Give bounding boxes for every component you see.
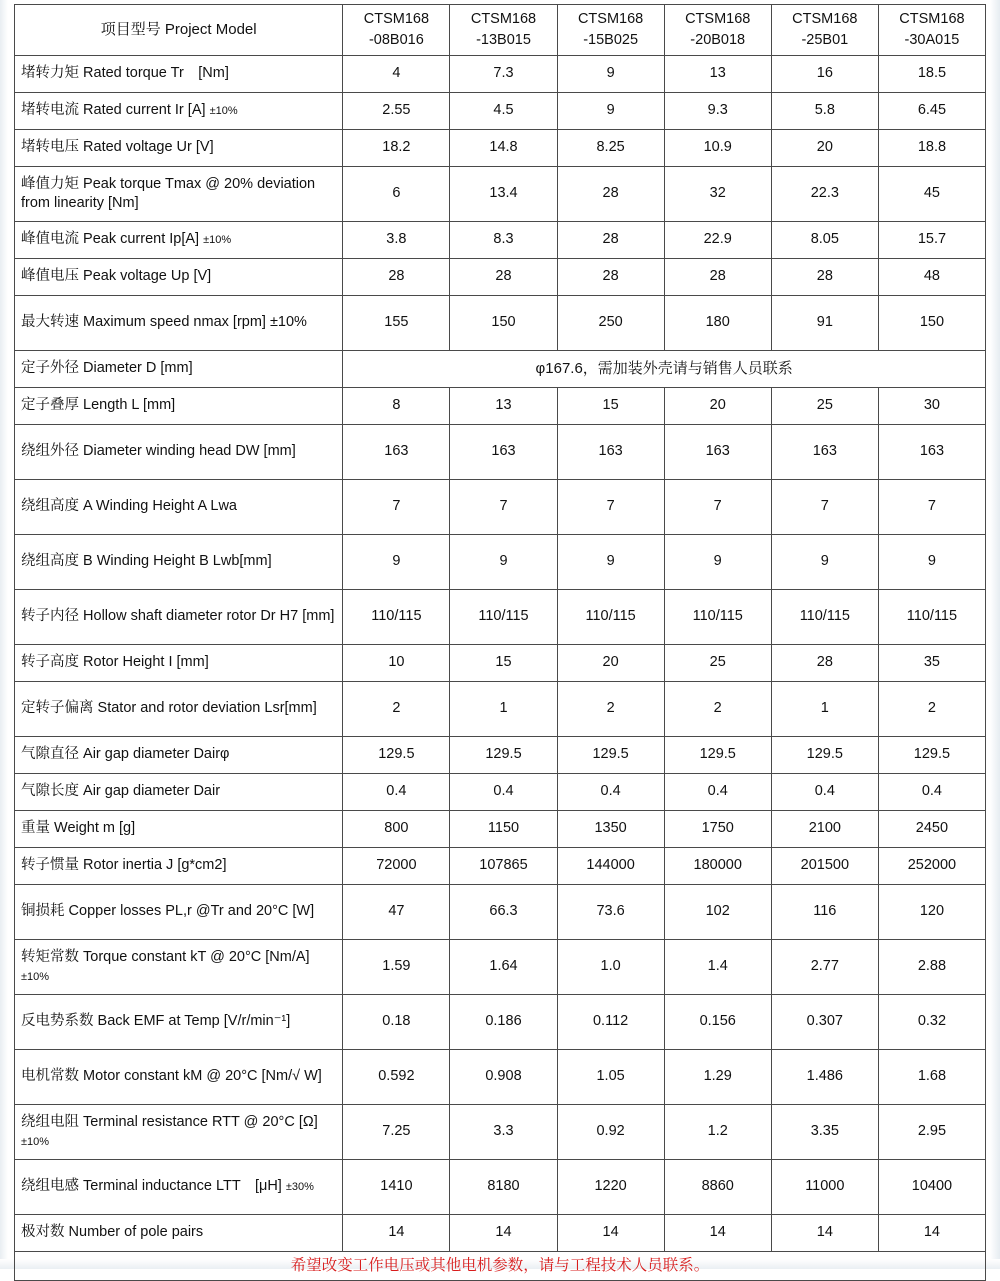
row-value: 28 [450,259,557,296]
row-label: 堵转力矩 Rated torque Tr [Nm] [15,56,343,93]
row-value: 25 [771,388,878,425]
row-value: 15 [450,645,557,682]
row-value: 14 [450,1215,557,1252]
header-model-2 [450,5,557,56]
motor-spec-table [14,4,986,1281]
row-value: 110/115 [878,590,985,645]
table-row [15,480,986,535]
row-value: 9 [771,535,878,590]
table-row [15,774,986,811]
row-value: 0.4 [450,774,557,811]
row-value: 1410 [343,1160,450,1215]
row-value: 0.18 [343,995,450,1050]
table-row [15,1105,986,1160]
page-edge-right [990,0,1000,1269]
table-row [15,93,986,130]
row-value: 28 [343,259,450,296]
row-value: 2.77 [771,940,878,995]
row-value: 0.156 [664,995,771,1050]
row-value: 11000 [771,1160,878,1215]
row-value: 9 [664,535,771,590]
row-value: 45 [878,167,985,222]
row-value: 800 [343,811,450,848]
row-value: 22.3 [771,167,878,222]
row-value: 0.92 [557,1105,664,1160]
row-value: 7.25 [343,1105,450,1160]
header-model-3-line1: CTSM168 [577,11,644,27]
row-value: 13 [664,56,771,93]
row-value: 201500 [771,848,878,885]
header-model-3-line2: -15B025 [583,32,639,49]
table-row [15,940,986,995]
row-value: 7 [878,480,985,535]
row-value: 10.9 [664,130,771,167]
row-value: 30 [878,388,985,425]
table-row [15,56,986,93]
row-value: 9 [557,56,664,93]
page-edge-left [0,0,8,1269]
row-value: 163 [450,425,557,480]
row-value: 129.5 [343,737,450,774]
row-value: 116 [771,885,878,940]
header-model-3 [557,5,664,56]
row-label-text: 堵转电流 Rated current Ir [A] [21,102,206,119]
row-value: 15 [557,388,664,425]
row-value: 28 [557,167,664,222]
header-model-2-line1: CTSM168 [470,11,537,27]
row-merged-note: φ167.6，需加装外壳请与销售人员联系 [343,351,986,388]
row-value: 7.3 [450,56,557,93]
table-row [15,885,986,940]
row-value: 14.8 [450,130,557,167]
row-value: 9 [878,535,985,590]
row-value: 14 [343,1215,450,1252]
row-value: 18.2 [343,130,450,167]
row-value: 22.9 [664,222,771,259]
row-value: 8860 [664,1160,771,1215]
row-label: 转子惯量 Rotor inertia J [g*cm2] [15,848,343,885]
row-value: 14 [771,1215,878,1252]
header-model-4 [664,5,771,56]
row-label: 堵转电压 Rated voltage Ur [V] [15,130,343,167]
row-value: 4.5 [450,93,557,130]
row-value: 7 [664,480,771,535]
row-value: 150 [450,296,557,351]
row-value: 3.8 [343,222,450,259]
row-value: 2 [664,682,771,737]
row-value: 28 [557,259,664,296]
row-value: 3.35 [771,1105,878,1160]
row-value: 28 [557,222,664,259]
row-value: 129.5 [557,737,664,774]
row-label-text: 转矩常数 Torque constant kT @ 20°C [Nm/A] [21,948,310,965]
row-label-tolerance: ±10% [209,105,238,118]
header-model-1 [343,5,450,56]
table-row [15,995,986,1050]
row-value: 32 [664,167,771,222]
row-value: 10400 [878,1160,985,1215]
row-value: 163 [343,425,450,480]
row-label: 转子内径 Hollow shaft diameter rotor Dr H7 [mm] [15,590,343,645]
row-value: 91 [771,296,878,351]
row-value: 9 [450,535,557,590]
row-value: 107865 [450,848,557,885]
row-label [15,1105,343,1160]
row-value: 1 [771,682,878,737]
row-value: 1750 [664,811,771,848]
row-value: 0.908 [450,1050,557,1105]
footer-note: 希望改变工作电压或其他电机参数，请与工程技术人员联系。 [15,1252,986,1281]
header-model-6-line2: -30A015 [904,32,960,49]
row-value: 14 [664,1215,771,1252]
row-value: 25 [664,645,771,682]
row-value: 252000 [878,848,985,885]
row-value: 10 [343,645,450,682]
table-row [15,811,986,848]
row-value: 13 [450,388,557,425]
row-value: 163 [664,425,771,480]
row-value: 0.592 [343,1050,450,1105]
row-label: 峰值电压 Peak voltage Up [V] [15,259,343,296]
row-value: 2.88 [878,940,985,995]
row-value: 1.68 [878,1050,985,1105]
header-model-1-line2: -08B016 [368,32,424,49]
table-row [15,222,986,259]
table-header-row [15,5,986,56]
row-value: 14 [878,1215,985,1252]
row-label: 重量 Weight m [g] [15,811,343,848]
row-value: 73.6 [557,885,664,940]
row-value: 110/115 [664,590,771,645]
row-label: 反电势系数 Back EMF at Temp [V/r/min⁻¹] [15,995,343,1050]
row-label-tolerance: ±10% [203,234,232,247]
table-row [15,296,986,351]
row-value: 7 [557,480,664,535]
row-value: 18.8 [878,130,985,167]
row-label-tolerance: ±10% [21,1136,50,1149]
table-row [15,167,986,222]
header-model-1-line1: CTSM168 [363,11,430,27]
row-value: 1.2 [664,1105,771,1160]
row-label: 峰值力矩 Peak torque Tmax @ 20% deviation from linearity [Nm] [15,167,343,222]
row-value: 0.32 [878,995,985,1050]
header-model-4-line1: CTSM168 [685,11,751,27]
row-value: 163 [771,425,878,480]
row-label: 绕组高度 A Winding Height A Lwa [15,480,343,535]
row-value: 163 [557,425,664,480]
row-label: 定子外径 Diameter D [mm] [15,351,343,388]
row-value: 1350 [557,811,664,848]
header-model-5-line1: CTSM168 [792,11,858,27]
row-value: 163 [878,425,985,480]
row-value: 1.29 [664,1050,771,1105]
row-value: 2.95 [878,1105,985,1160]
row-value: 8.25 [557,130,664,167]
row-value: 48 [878,259,985,296]
row-value: 28 [771,259,878,296]
row-value: 102 [664,885,771,940]
row-value: 0.112 [557,995,664,1050]
row-value: 28 [771,645,878,682]
row-value: 3.3 [450,1105,557,1160]
row-value: 1.59 [343,940,450,995]
row-value: 180000 [664,848,771,885]
row-value: 0.4 [878,774,985,811]
row-label [15,1160,343,1215]
table-row [15,535,986,590]
row-value: 129.5 [450,737,557,774]
row-value: 1.64 [450,940,557,995]
row-value: 2.55 [343,93,450,130]
header-model-6 [878,5,985,56]
row-label: 绕组外径 Diameter winding head DW [mm] [15,425,343,480]
row-value: 1.05 [557,1050,664,1105]
row-value: 110/115 [343,590,450,645]
row-value: 14 [557,1215,664,1252]
row-value: 1.0 [557,940,664,995]
row-value: 8 [343,388,450,425]
row-label: 气隙直径 Air gap diameter Dairφ [15,737,343,774]
row-label: 定子叠厚 Length L [mm] [15,388,343,425]
table-row [15,425,986,480]
row-value: 2450 [878,811,985,848]
row-label: 铜损耗 Copper losses PL,r @Tr and 20°C [W] [15,885,343,940]
row-value: 2 [878,682,985,737]
row-value: 1.486 [771,1050,878,1105]
table-row [15,388,986,425]
row-value: 0.4 [664,774,771,811]
row-value: 9 [557,93,664,130]
row-value: 0.4 [343,774,450,811]
row-value: 7 [771,480,878,535]
row-label-text: 峰值电流 Peak current Ip[A] [21,231,200,248]
table-row [15,1160,986,1215]
table-row [15,682,986,737]
table-row [15,590,986,645]
table-row [15,848,986,885]
row-label-text: 绕组电感 Terminal inductance LTT [μH] [21,1178,282,1195]
row-value: 129.5 [664,737,771,774]
row-label [15,222,343,259]
header-model-5 [771,5,878,56]
row-value: 15.7 [878,222,985,259]
row-value: 18.5 [878,56,985,93]
row-value: 129.5 [878,737,985,774]
row-value: 5.8 [771,93,878,130]
row-label: 气隙长度 Air gap diameter Dair [15,774,343,811]
row-value: 6.45 [878,93,985,130]
row-value: 0.4 [771,774,878,811]
table-row [15,1215,986,1252]
row-value: 13.4 [450,167,557,222]
row-value: 6 [343,167,450,222]
row-value: 150 [878,296,985,351]
row-value: 47 [343,885,450,940]
row-value: 20 [771,130,878,167]
row-value: 9 [343,535,450,590]
row-value: 9 [557,535,664,590]
row-label-tolerance: ±10% [21,971,50,984]
table-row [15,645,986,682]
header-project-model: 项目型号 Project Model [15,5,343,56]
row-label [15,940,343,995]
row-value: 72000 [343,848,450,885]
row-value: 8180 [450,1160,557,1215]
row-value: 155 [343,296,450,351]
row-value: 110/115 [450,590,557,645]
row-label: 定转子偏离 Stator and rotor deviation Lsr[mm] [15,682,343,737]
row-label-tolerance: ±30% [285,1181,314,1194]
row-value: 110/115 [771,590,878,645]
row-value: 2 [343,682,450,737]
row-value: 0.186 [450,995,557,1050]
row-value: 144000 [557,848,664,885]
row-value: 35 [878,645,985,682]
row-value: 20 [664,388,771,425]
row-value: 7 [450,480,557,535]
row-label: 转子高度 Rotor Height I [mm] [15,645,343,682]
row-value: 180 [664,296,771,351]
table-row [15,130,986,167]
table-row [15,351,986,388]
row-value: 129.5 [771,737,878,774]
row-value: 250 [557,296,664,351]
row-value: 8.3 [450,222,557,259]
header-model-2-line2: -13B015 [476,32,531,49]
row-label: 电机常数 Motor constant kM @ 20°C [Nm/√ W] [15,1050,343,1105]
row-value: 2100 [771,811,878,848]
row-label [15,93,343,130]
table-row [15,259,986,296]
header-model-5-line2: -25B01 [801,32,849,49]
table-footer-row [15,1252,986,1281]
row-value: 0.4 [557,774,664,811]
row-value: 1 [450,682,557,737]
header-model-6-line1: CTSM168 [899,11,965,27]
row-label: 最大转速 Maximum speed nmax [rpm] ±10% [15,296,343,351]
row-value: 1220 [557,1160,664,1215]
table-row [15,737,986,774]
row-value: 8.05 [771,222,878,259]
row-value: 1150 [450,811,557,848]
row-value: 110/115 [557,590,664,645]
row-value: 7 [343,480,450,535]
row-label: 绕组高度 B Winding Height B Lwb[mm] [15,535,343,590]
table-row [15,1050,986,1105]
row-value: 1.4 [664,940,771,995]
row-value: 2 [557,682,664,737]
row-value: 9.3 [664,93,771,130]
row-value: 120 [878,885,985,940]
row-value: 28 [664,259,771,296]
row-value: 66.3 [450,885,557,940]
row-value: 4 [343,56,450,93]
row-label: 极对数 Number of pole pairs [15,1215,343,1252]
row-value: 16 [771,56,878,93]
row-label-text: 绕组电阻 Terminal resistance RTT @ 20°C [Ω] [21,1113,318,1130]
row-value: 0.307 [771,995,878,1050]
row-value: 20 [557,645,664,682]
header-model-4-line2: -20B018 [690,32,746,49]
